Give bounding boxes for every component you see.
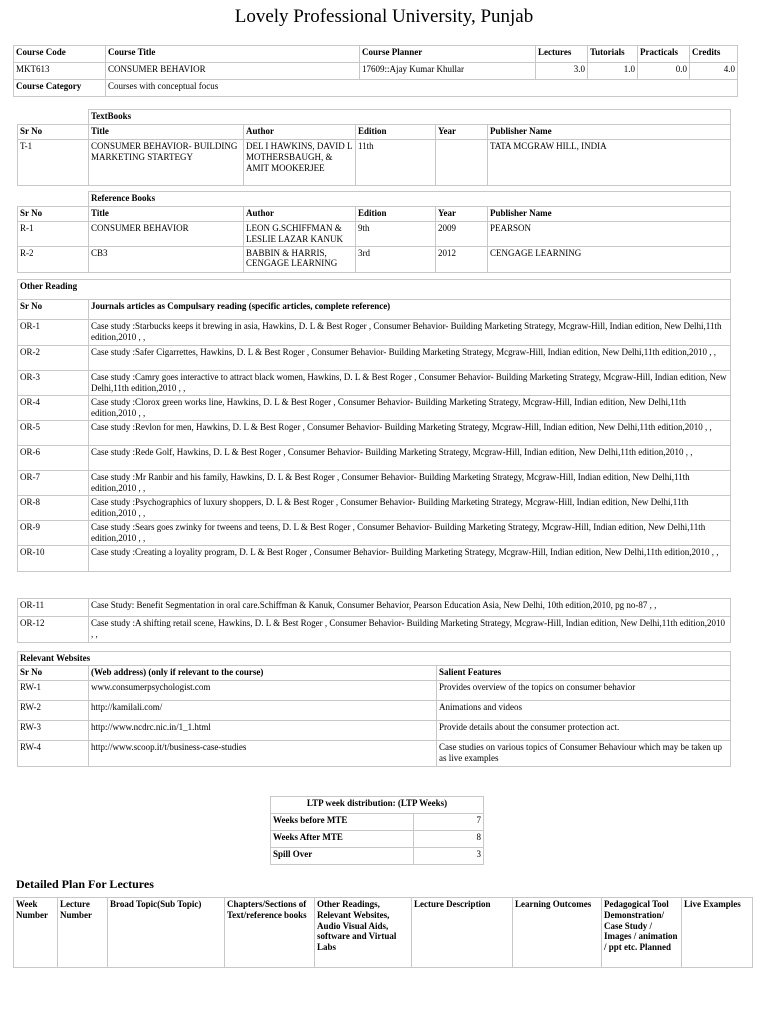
course-code-header: Course Code (14, 46, 106, 63)
or-srno: OR-3 (18, 371, 89, 396)
course-category-label: Course Category (14, 80, 106, 97)
ltp-label: Weeks After MTE (271, 831, 414, 848)
tb-year-header: Year (436, 125, 488, 140)
plan-week-header: Week Number (14, 898, 58, 968)
table-row (18, 721, 731, 741)
practicals-value: 0.0 (638, 63, 690, 80)
or-reference: Case study :Sears goes zwinky for tweens and teens, D. L & Best Roger , Consumer Behavior- Building Marketing Strategy, Mcgraw-Hill, Indian edition, New Delhi,11th edition,2010 , , (89, 521, 731, 546)
plan-description-header: Lecture Description (412, 898, 513, 968)
rb-publisher-header: Publisher Name (488, 207, 731, 222)
plan-live-examples-header: Live Examples (682, 898, 753, 968)
rw-srno: RW-4 (18, 741, 89, 767)
rw-link[interactable]: http://www.ncdrc.nic.in/1_1.html (89, 721, 437, 741)
or-srno: OR-9 (18, 521, 89, 546)
rb-srno: R-1 (18, 222, 89, 247)
tb-srno: T-1 (18, 140, 89, 186)
plan-readings-header: Other Readings, Relevant Websites, Audio Visual Aids, software and Virtual Labs (315, 898, 412, 968)
table-row (18, 617, 731, 643)
table-row (18, 346, 731, 371)
rb-author-header: Author (244, 207, 356, 222)
plan-topic-header: Broad Topic(Sub Topic) (108, 898, 225, 968)
or-srno: OR-11 (18, 599, 89, 617)
lectures-value: 3.0 (536, 63, 588, 80)
course-planner: 17609::Ajay Kumar Khullar (360, 63, 536, 80)
rw-link[interactable]: www.consumerpsychologist.com (89, 681, 437, 701)
tb-year (436, 140, 488, 186)
tb-title: CONSUMER BEHAVIOR- BUILDING MARKETING STARTEGY (89, 140, 244, 186)
plan-pedagogy-header: Pedagogical Tool Demonstration/ Case Study / Images / animation / ppt etc. Planned (602, 898, 682, 968)
course-planner-header: Course Planner (360, 46, 536, 63)
rb-title-header: Title (89, 207, 244, 222)
table-row (18, 396, 731, 421)
rb-publisher: CENGAGE LEARNING (488, 246, 731, 272)
rb-edition-header: Edition (356, 207, 436, 222)
table-row (18, 371, 731, 396)
or-srno: OR-5 (18, 421, 89, 446)
or-srno: OR-4 (18, 396, 89, 421)
table-row (18, 496, 731, 521)
table-row (18, 140, 731, 186)
ltp-value: 7 (414, 814, 484, 831)
rb-srno: R-2 (18, 246, 89, 272)
table-row (18, 681, 731, 701)
rw-address-header: (Web address) (only if relevant to the course) (89, 666, 437, 681)
plan-chapters-header: Chapters/Sections of Text/reference books (225, 898, 315, 968)
table-row (18, 599, 731, 617)
or-reference: Case study :Camry goes interactive to attract black women, Hawkins, D. L & Best Roger , Consumer Behavior- Building Marketing Strategy, Mcgraw-Hill, Indian edition, New Delhi,11th edition,2010 , , (89, 371, 731, 396)
rb-author: LEON G.SCHIFFMAN & LESLIE LAZAR KANUK (244, 222, 356, 247)
or-reference: Case study :Clorox green works line, Hawkins, D. L & Best Roger , Consumer Behavior- Building Marketing Strategy, Mcgraw-Hill, Indian edition, New Delhi,11th edition,2010 , , (89, 396, 731, 421)
tutorials-value: 1.0 (588, 63, 638, 80)
rb-edition: 9th (356, 222, 436, 247)
rw-srno: RW-2 (18, 701, 89, 721)
or-srno: OR-1 (18, 320, 89, 346)
course-info-table (13, 45, 738, 97)
rw-srno: RW-3 (18, 721, 89, 741)
ltp-label: Weeks before MTE (271, 814, 414, 831)
course-code: MKT613 (14, 63, 106, 80)
rw-srno-header: Sr No (18, 666, 89, 681)
table-row (18, 421, 731, 446)
page-title: Lovely Professional University, Punjab (234, 6, 534, 27)
rw-srno: RW-1 (18, 681, 89, 701)
textbooks-spacer (18, 110, 89, 125)
rw-features-header: Salient Features (437, 666, 731, 681)
detailed-plan-title: Detailed Plan For Lectures (16, 877, 154, 891)
table-row (18, 701, 731, 721)
table-row (18, 741, 731, 767)
table-row (18, 320, 731, 346)
or-reference: Case study :Safer Cigarrettes, Hawkins, D. L & Best Roger , Consumer Behavior- Building Marketing Strategy, Mcgraw-Hill, Indian edition, New Delhi,11th edition,2010 , , (89, 346, 731, 371)
rb-year: 2012 (436, 246, 488, 272)
other-reading-section-title: Other Reading (18, 280, 731, 300)
or-reference: Case study :Revlon for men, Hawkins, D. L & Best Roger , Consumer Behavior- Building Marketing Strategy, Mcgraw-Hill, Indian edition, New Delhi,11th edition,2010 , , (89, 421, 731, 446)
rb-title: CB3 (89, 246, 244, 272)
tutorials-header: Tutorials (588, 46, 638, 63)
ltp-value: 3 (414, 848, 484, 865)
textbooks-section-title: TextBooks (89, 110, 731, 125)
table-row (18, 471, 731, 496)
or-srno-header: Sr No (18, 300, 89, 320)
or-srno: OR-6 (18, 446, 89, 471)
or-reference: Case study :Mr Ranbir and his family, Hawkins, D. L & Best Roger , Consumer Behavior- Building Marketing Strategy, Mcgraw-Hill, Indian edition, New Delhi,11th edition,2010 , , (89, 471, 731, 496)
or-srno: OR-2 (18, 346, 89, 371)
ltp-title: LTP week distribution: (LTP Weeks) (271, 797, 484, 814)
rb-publisher: PEARSON (488, 222, 731, 247)
credits-value: 4.0 (690, 63, 738, 80)
reference-section-title: Reference Books (89, 192, 731, 207)
tb-title-header: Title (89, 125, 244, 140)
table-row (18, 546, 731, 572)
or-srno: OR-7 (18, 471, 89, 496)
other-reading-table (17, 279, 731, 572)
tb-author-header: Author (244, 125, 356, 140)
reference-spacer (18, 192, 89, 207)
rb-srno-header: Sr No (18, 207, 89, 222)
rb-year-header: Year (436, 207, 488, 222)
or-reference: Case study :A shifting retail scene, Hawkins, D. L & Best Roger , Consumer Behavior- Building Marketing Strategy, Mcgraw-Hill, Indian edition, New Delhi,11th edition,2010 , , (89, 617, 731, 643)
or-reference: Case Study: Benefit Segmentation in oral care.Schiffman & Kanuk, Consumer Behavior, Pearson Education Asia, New Delhi, 10th edition,2010, pg no-87 , , (89, 599, 731, 617)
websites-section-title: Relevant Websites (18, 652, 731, 666)
ltp-value: 8 (414, 831, 484, 848)
rw-features: Provides overview of the topics on consumer behavior (437, 681, 731, 701)
course-title-header: Course Title (106, 46, 360, 63)
or-reference: Case study :Rede Golf, Hawkins, D. L & Best Roger , Consumer Behavior- Building Marketing Strategy, Mcgraw-Hill, Indian edition, New Delhi,11th edition,2010 , , (89, 446, 731, 471)
plan-outcomes-header: Learning Outcomes (513, 898, 602, 968)
table-row (18, 222, 731, 247)
rb-title: CONSUMER BEHAVIOR (89, 222, 244, 247)
tb-author: DEL I HAWKINS, DAVID L MOTHERSBAUGH, & AMIT MOOKERJEE (244, 140, 356, 186)
ltp-label: Spill Over (271, 848, 414, 865)
table-row (271, 814, 484, 831)
tb-srno-header: Sr No (18, 125, 89, 140)
credits-header: Credits (690, 46, 738, 63)
plan-lecture-header: Lecture Number (58, 898, 108, 968)
lectures-header: Lectures (536, 46, 588, 63)
rw-features: Provide details about the consumer protection act. (437, 721, 731, 741)
detailed-plan-table (13, 897, 753, 968)
course-title: CONSUMER BEHAVIOR (106, 63, 360, 80)
tb-publisher: TATA MCGRAW HILL, INDIA (488, 140, 731, 186)
rb-edition: 3rd (356, 246, 436, 272)
course-category: Courses with conceptual focus (106, 80, 738, 97)
tb-edition: 11th (356, 140, 436, 186)
rw-features: Case studies on various topics of Consumer Behaviour which may be taken up as live examples (437, 741, 731, 767)
table-row (271, 831, 484, 848)
rb-author: BABBIN & HARRIS, CENGAGE LEARNING (244, 246, 356, 272)
or-reference-header: Journals articles as Compulsary reading (specific articles, complete reference) (89, 300, 731, 320)
or-reference: Case study :Creating a loyality program, D. L & Best Roger , Consumer Behavior- Building Marketing Strategy, Mcgraw-Hill, Indian edition, New Delhi,11th edition,2010 , , (89, 546, 731, 572)
or-srno: OR-12 (18, 617, 89, 643)
or-srno: OR-10 (18, 546, 89, 572)
table-row (18, 246, 731, 272)
rw-link[interactable]: http://kamilali.com/ (89, 701, 437, 721)
tb-publisher-header: Publisher Name (488, 125, 731, 140)
table-row (18, 446, 731, 471)
table-row (18, 521, 731, 546)
rw-link[interactable]: http://www.scoop.it/t/business-case-studies (89, 741, 437, 767)
relevant-websites-table (17, 651, 731, 767)
rb-year: 2009 (436, 222, 488, 247)
textbooks-table (17, 109, 731, 186)
or-reference: Case study :Starbucks keeps it brewing in asia, Hawkins, D. L & Best Roger , Consumer Behavior- Building Marketing Strategy, Mcgraw-Hill, Indian edition, New Delhi,11th edition,2010 , , (89, 320, 731, 346)
table-row (271, 848, 484, 865)
rw-features: Animations and videos (437, 701, 731, 721)
ltp-table (270, 796, 484, 865)
practicals-header: Practicals (638, 46, 690, 63)
other-reading-continued-table (17, 598, 731, 643)
or-reference: Case study :Psychographics of luxury shoppers, D. L & Best Roger , Consumer Behavior- Building Marketing Strategy, Mcgraw-Hill, Indian edition, New Delhi,11th edition,2010 , , (89, 496, 731, 521)
reference-books-table (17, 191, 731, 273)
or-srno: OR-8 (18, 496, 89, 521)
tb-edition-header: Edition (356, 125, 436, 140)
